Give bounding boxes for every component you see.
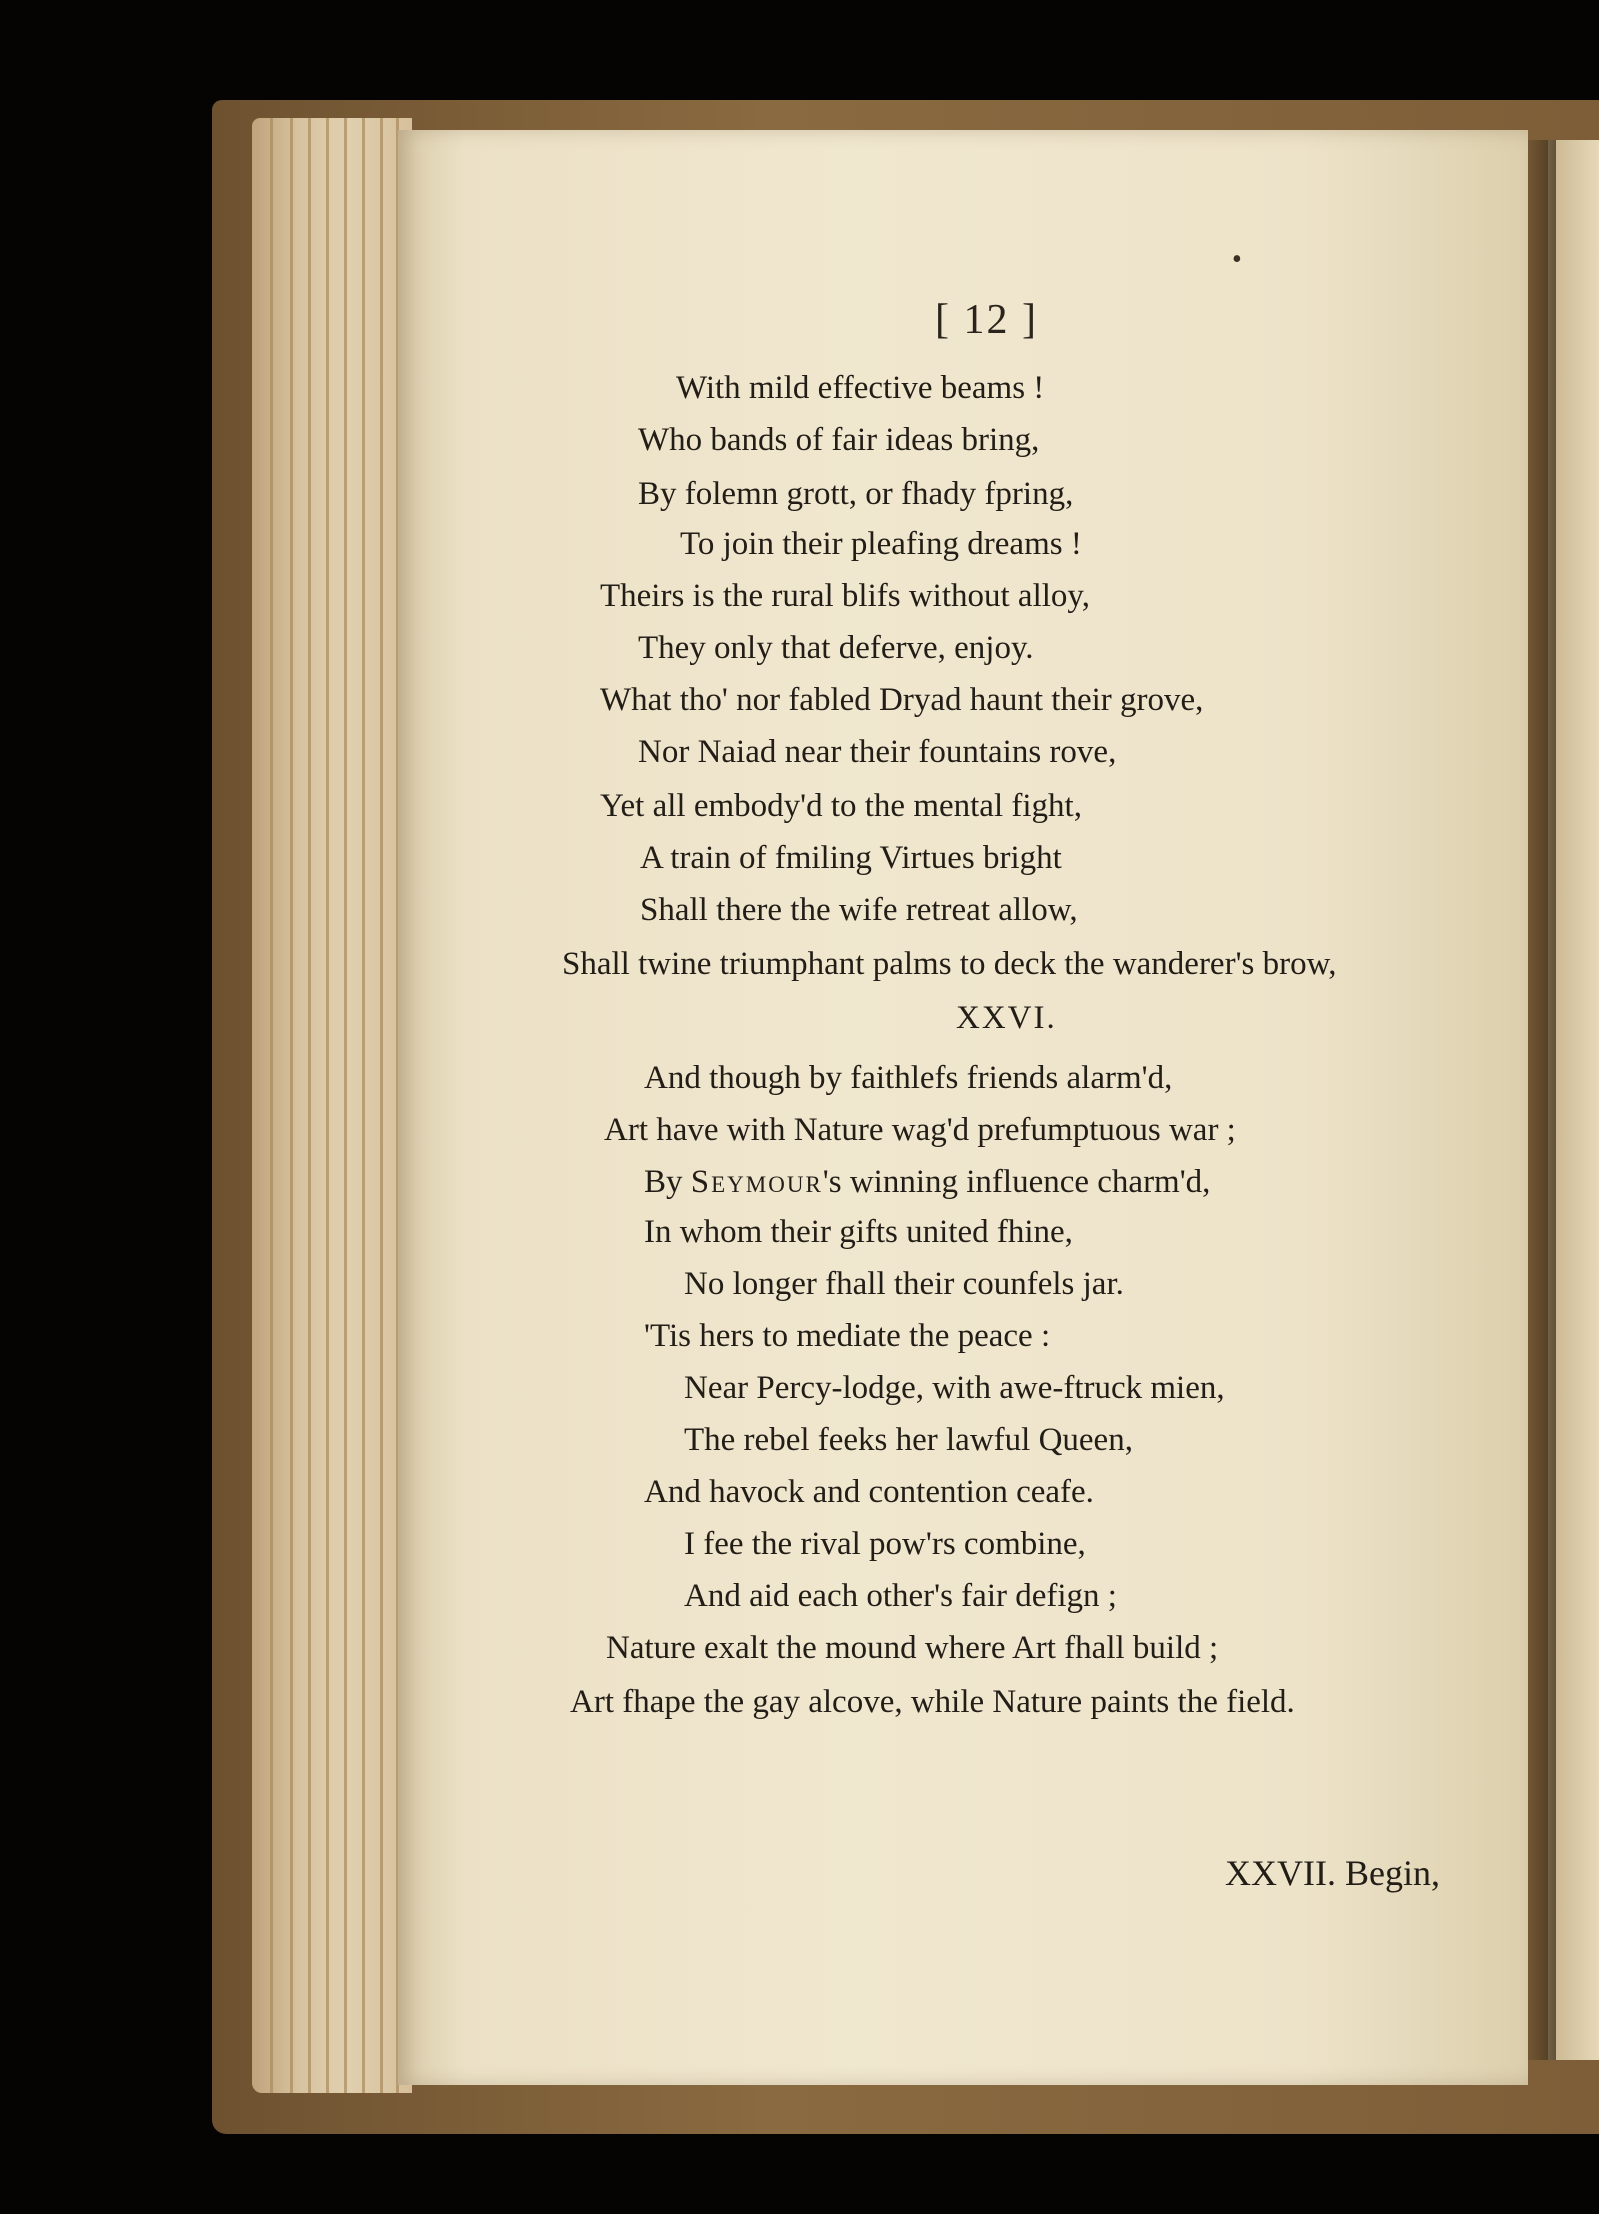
leaf-edge: [344, 118, 347, 2093]
verse-line: They only that deferve, enjoy.: [638, 630, 1034, 666]
printer-mark: •: [1232, 244, 1242, 275]
leaf-edge: [380, 118, 383, 2093]
verse-line: Shall there the wife retreat allow,: [640, 892, 1078, 928]
page-number: [ 12 ]: [935, 297, 1038, 343]
verse-line: What tho' nor fabled Dryad haunt their grove,: [600, 682, 1204, 718]
leaf-edge: [270, 118, 273, 2093]
verse-line: Yet all embody'd to the mental fight,: [600, 788, 1082, 824]
proper-name: Seymour: [690, 1164, 823, 1200]
verse-line: And aid each other's fair defign ;: [684, 1578, 1117, 1614]
leaf-edge: [308, 118, 311, 2093]
verse-text: 's winning influence charm'd,: [822, 1164, 1211, 1200]
verse-line: [644, 1162, 1210, 1202]
leaf-edge: [290, 118, 293, 2093]
verse-line: Shall twine triumphant palms to deck the wanderer's brow,: [562, 946, 1337, 982]
catchword: XXVII. Begin,: [1225, 1853, 1440, 1893]
verse-line: With mild effective beams !: [676, 370, 1045, 406]
verse-line: And though by faithlefs friends alarm'd,: [644, 1060, 1173, 1096]
verse-line: And havock and contention ceafe.: [644, 1474, 1094, 1510]
verse-line: No longer fhall their counfels jar.: [684, 1266, 1124, 1302]
verse-line: The rebel feeks her lawful Queen,: [684, 1422, 1133, 1458]
verse-prefix: By: [644, 1164, 691, 1200]
leaf-edge: [362, 118, 365, 2093]
verse-line: Theirs is the rural blifs without alloy,: [600, 578, 1091, 614]
verse-line: Who bands of fair ideas bring,: [638, 422, 1040, 458]
verse-line: Near Percy-lodge, with awe-ftruck mien,: [684, 1370, 1225, 1406]
verse-line: 'Tis hers to mediate the peace :: [644, 1318, 1051, 1354]
verse-line: Nature exalt the mound where Art fhall build ;: [606, 1630, 1219, 1666]
stanza-heading: XXVI.: [956, 1000, 1057, 1036]
verse-line: Nor Naiad near their fountains rove,: [638, 734, 1117, 770]
verse-line: I fee the rival pow'rs combine,: [684, 1526, 1086, 1562]
verse-line: Art have with Nature wag'd prefumptuous war ;: [604, 1112, 1236, 1148]
verse-line: To join their pleafing dreams !: [680, 526, 1082, 562]
leaf-edge: [326, 118, 329, 2093]
verse-line: A train of fmiling Virtues bright: [640, 840, 1062, 876]
verse-line: Art fhape the gay alcove, while Nature paints the field.: [570, 1684, 1295, 1720]
page-stack-edge: [252, 118, 412, 2093]
verse-line: In whom their gifts united fhine,: [644, 1214, 1073, 1250]
verse-line: By folemn grott, or fhady fpring,: [638, 476, 1074, 512]
